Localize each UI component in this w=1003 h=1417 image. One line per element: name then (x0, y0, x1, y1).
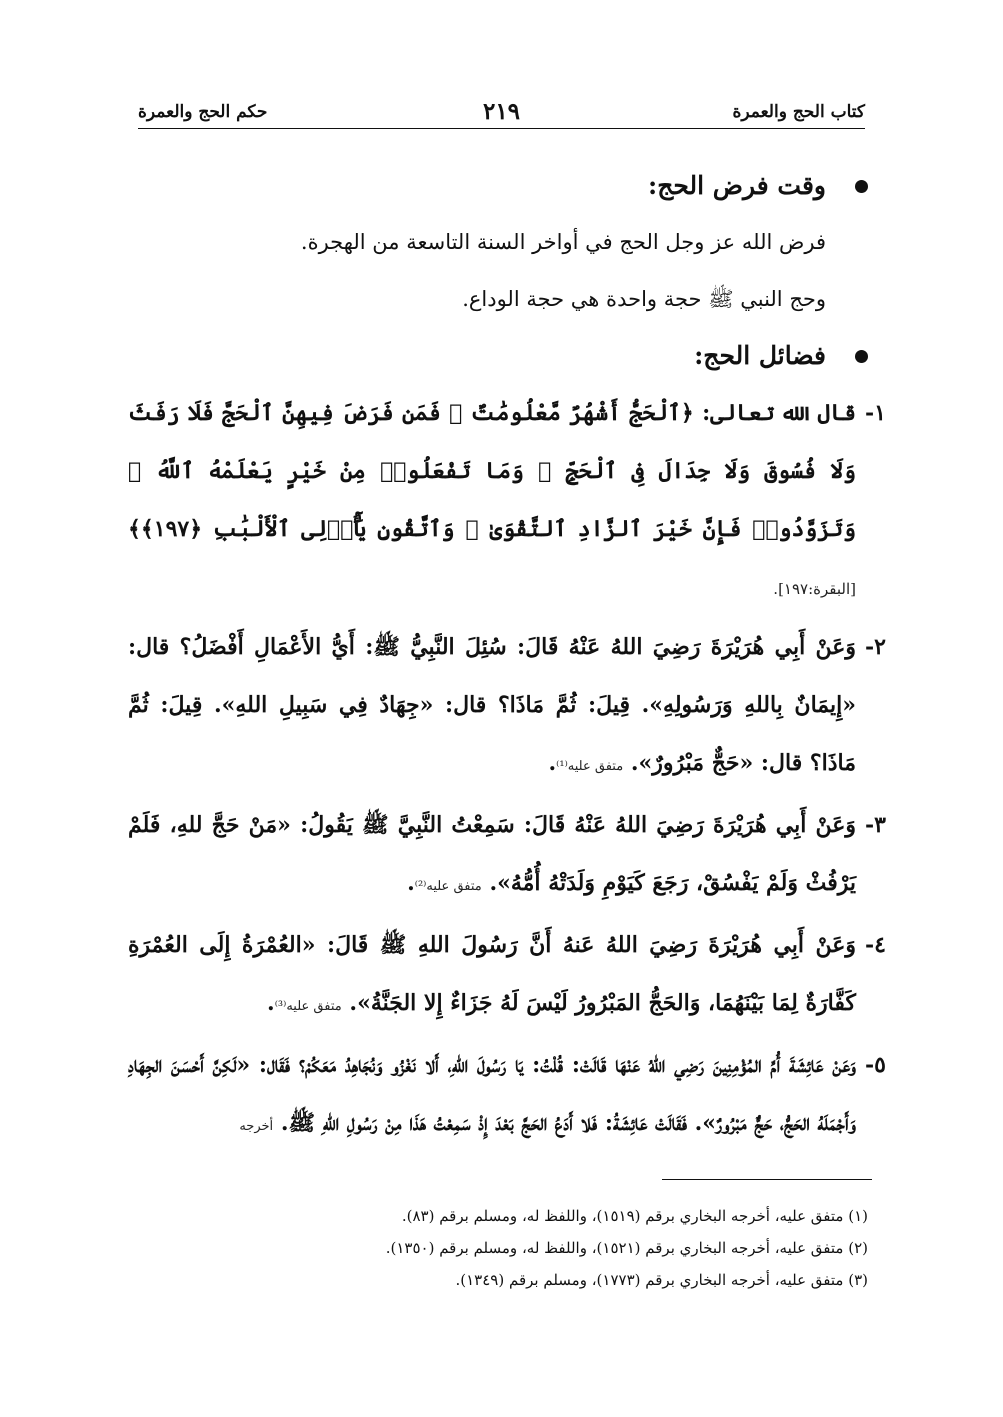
footnotes (168, 1200, 868, 1296)
virtue-item-3 (128, 796, 886, 916)
virtue-item-1 (128, 384, 886, 618)
book-title: كتاب الحج والعمرة (732, 102, 865, 122)
page-body (128, 158, 886, 1156)
hadith-source-note: متفق عليه⁽³⁾ (274, 999, 342, 1014)
chapter-title: حكم الحج والعمرة (138, 102, 268, 122)
bullet-icon (855, 350, 868, 363)
paragraph-line: وحج النبي ﷺ حجة واحدة هي حجة الوداع. (462, 287, 826, 311)
heading-text: فضائل الحج: (694, 341, 826, 370)
hadith-source-note: متفق عليه⁽²⁾ (414, 879, 482, 894)
item-end: . (548, 750, 557, 776)
running-header (138, 98, 865, 129)
item-number: ١- (865, 400, 886, 426)
heading-text: وقت فرض الحج: (647, 171, 826, 200)
footnote: (١) متفق عليه، أخرجه البخاري برقم (١٥١٩)، واللفظ له، ومسلم برقم (٨٣). (401, 1207, 868, 1225)
paragraph-line: فرض الله عز وجل الحج في أواخر السنة التاسعة من الهجرة. (300, 230, 826, 254)
virtue-item-5 (128, 1036, 886, 1156)
virtue-item-4 (128, 916, 886, 1036)
bullet-icon (855, 180, 868, 193)
item-text: وَعَنْ أَبِي هُرَيْرَةَ رَضِيَ اللهُ عَنْهُ قَالَ: سَمِعْتُ النَّبِيَّ ﷺ يَقُولُ: «مَنْ حَجَّ للهِ، فَلَمْ يَرْفُثْ وَلَمْ يَفْسُقْ، رَجَعَ كَيَوْمِ وَلَدَتْهُ أُمُّهُ». (128, 812, 856, 896)
item-text: وَعَنْ أَبِي هُرَيْرَةَ رَضِيَ اللهُ عَنهُ أَنَّ رَسُولَ اللهِ ﷺ قَالَ: «العُمْرَةُ إِلَى العُمْرَةِ كَفَّارَةٌ لِمَا بَيْنَهُمَا، وَالحَجُّ المَبْرُورُ لَيْسَ لَهُ جَزَاءٌ إِلا الجَنَّةُ». (128, 932, 856, 1016)
footnote-separator (662, 1179, 872, 1180)
item-end: . (267, 990, 275, 1016)
footnote: (٢) متفق عليه، أخرجه البخاري برقم (١٥٢١)، واللفظ له، ومسلم برقم (١٣٥٠). (385, 1239, 868, 1257)
hadith-source-note: أخرجه (239, 1119, 274, 1134)
section-heading-hajj-obligation-time (128, 158, 876, 214)
item-text: قال الله تعالى: ﴿ٱلْحَجُّ أَشْهُرٌ مَّعْلُومَٰتٌ ۚ فَمَن فَرَضَ فِيهِنَّ ٱلْحَجَّ فَلَا رَفَثَ وَلَا فُسُوقَ وَلَا جِدَالَ فِى ٱلْحَجِّ ۗ وَمَا تَفْعَلُوا۟ مِنْ خَيْرٍ يَعْلَمْهُ ٱللَّهُ ۗ وَتَزَوَّدُوا۟ فَإِنَّ خَيْرَ ٱلزَّادِ ٱلتَّقْوَىٰ ۚ وَٱتَّقُونِ يَٰٓأُو۟لِى ٱلْأَلْبَٰبِ ﴿١٩٧﴾﴾ (128, 400, 856, 542)
hadith-source-note: متفق عليه⁽¹⁾ (556, 759, 624, 774)
item-number: ٣- (865, 812, 886, 838)
item-end: . (407, 870, 415, 896)
item-text: وَعَنْ أَبِي هُرَيْرَةَ رَضِيَ اللهُ عَنْهُ قَالَ: سُئِلَ النَّبِيُّ ﷺ: أَيُّ الأَعْمَالِ أَفْضَلُ؟ قال: «إِيمَانٌ بِاللهِ وَرَسُولِهِ». قِيلَ: ثُمَّ مَاذَا؟ قال: «جِهَادٌ فِي سَبِيلِ اللهِ». قِيلَ: ثُمَّ مَاذَا؟ قال: «حَجٌّ مَبْرُورٌ». (128, 634, 857, 776)
item-number: ٥- (865, 1052, 886, 1078)
footnote: (٣) متفق عليه، أخرجه البخاري برقم (١٧٧٣)، ومسلم برقم (١٣٤٩). (455, 1271, 868, 1289)
section-heading-hajj-virtues (128, 328, 876, 384)
virtue-item-2 (128, 618, 886, 796)
page-number: ٢١٩ (482, 98, 521, 125)
item-text: وَعَنْ عَائِشَةَ أُمِّ المُؤْمِنِينَ رَضِي اللهُ عَنْهَا قَالَتْ: قُلْتُ: يَا رَسُولَ اللهِ، أَلا نَغْزُو وَنُجَاهِدُ مَعَكُمْ؟ فَقَال: «لَكِنَّ أَحْسَنَ الجِهَادِ وَأَجْمَلَهُ الحَجُّ، حَجٌّ مَبْرُورٌ». فَقَالَتْ عَائِشَةُ: فَلا أَدَعُ الحَجَّ بَعْدَ إِذْ سَمِعْتُ هَذَا مِنْ رَسُولِ اللهِ ﷺ. (128, 1052, 856, 1136)
item-number: ٢- (865, 634, 886, 660)
quran-reference: [البقرة:١٩٧]. (773, 580, 856, 598)
item-number: ٤- (865, 932, 886, 958)
